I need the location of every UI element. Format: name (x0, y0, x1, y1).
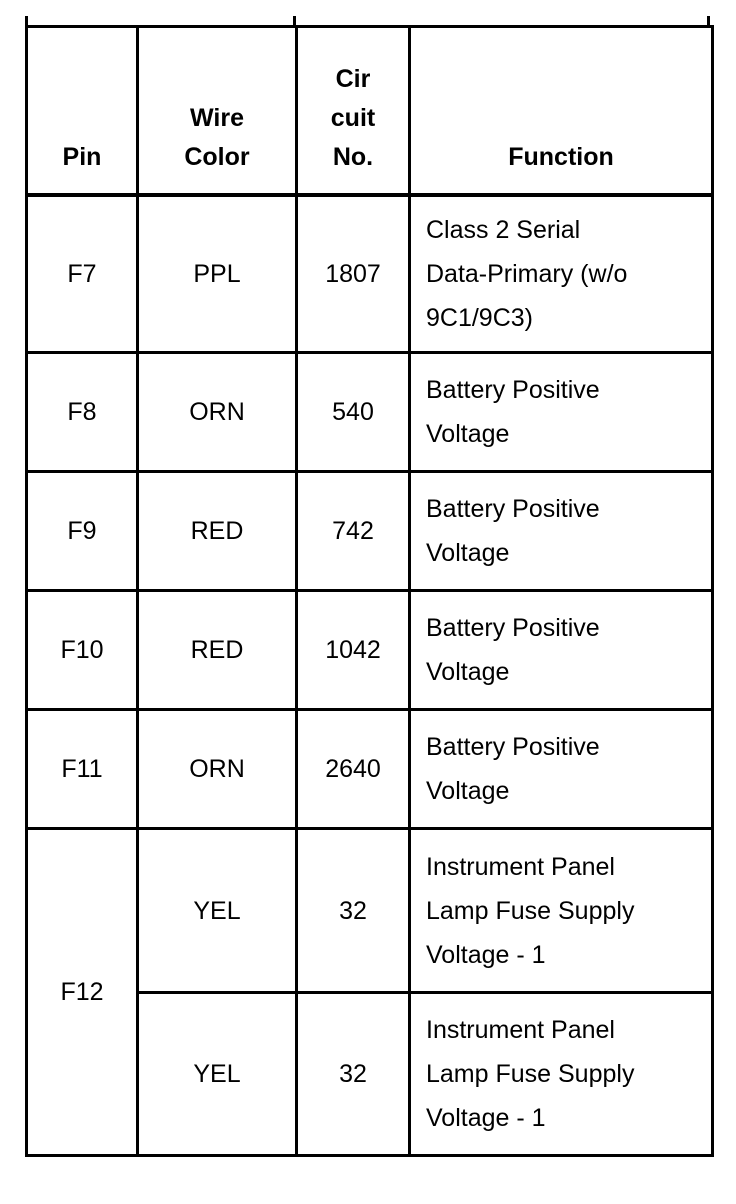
cell-circuit-no: 1807 (297, 195, 410, 353)
header-function: Function (410, 27, 713, 195)
cell-pin: F12 (27, 829, 138, 1156)
cell-function: Battery Positive Voltage (410, 710, 713, 829)
cell-wire-color: YEL (138, 993, 297, 1156)
header-wire-color: Wire Color (138, 27, 297, 195)
cell-pin: F8 (27, 353, 138, 472)
cell-circuit-no: 540 (297, 353, 410, 472)
header-circuit-no: Cir cuit No. (297, 27, 410, 195)
cell-circuit-no: 742 (297, 472, 410, 591)
cell-function: Battery Positive Voltage (410, 353, 713, 472)
cell-function: Battery Positive Voltage (410, 472, 713, 591)
cell-circuit-no: 32 (297, 829, 410, 993)
table-row (27, 472, 713, 591)
cell-wire-color: ORN (138, 353, 297, 472)
cell-wire-color: ORN (138, 710, 297, 829)
header-pin: Pin (27, 27, 138, 195)
cell-circuit-no: 32 (297, 993, 410, 1156)
cell-wire-color: RED (138, 472, 297, 591)
connector-pinout-table (25, 25, 714, 1157)
table-header-row (27, 27, 713, 195)
cell-circuit-no: 2640 (297, 710, 410, 829)
cell-function: Battery Positive Voltage (410, 591, 713, 710)
cell-pin: F7 (27, 195, 138, 353)
cell-pin: F11 (27, 710, 138, 829)
cell-circuit-no: 1042 (297, 591, 410, 710)
cell-function: Class 2 Serial Data-Primary (w/o 9C1/9C3) (410, 195, 713, 353)
table-row (27, 195, 713, 353)
cell-pin: F9 (27, 472, 138, 591)
table-row (27, 591, 713, 710)
cell-function: Instrument Panel Lamp Fuse Supply Voltage - 1 (410, 829, 713, 993)
table-row (27, 710, 713, 829)
cell-wire-color: PPL (138, 195, 297, 353)
cell-wire-color: RED (138, 591, 297, 710)
table-row (27, 353, 713, 472)
cell-wire-color: YEL (138, 829, 297, 993)
table-row (27, 829, 713, 993)
cell-pin: F10 (27, 591, 138, 710)
cell-function: Instrument Panel Lamp Fuse Supply Voltage - 1 (410, 993, 713, 1156)
